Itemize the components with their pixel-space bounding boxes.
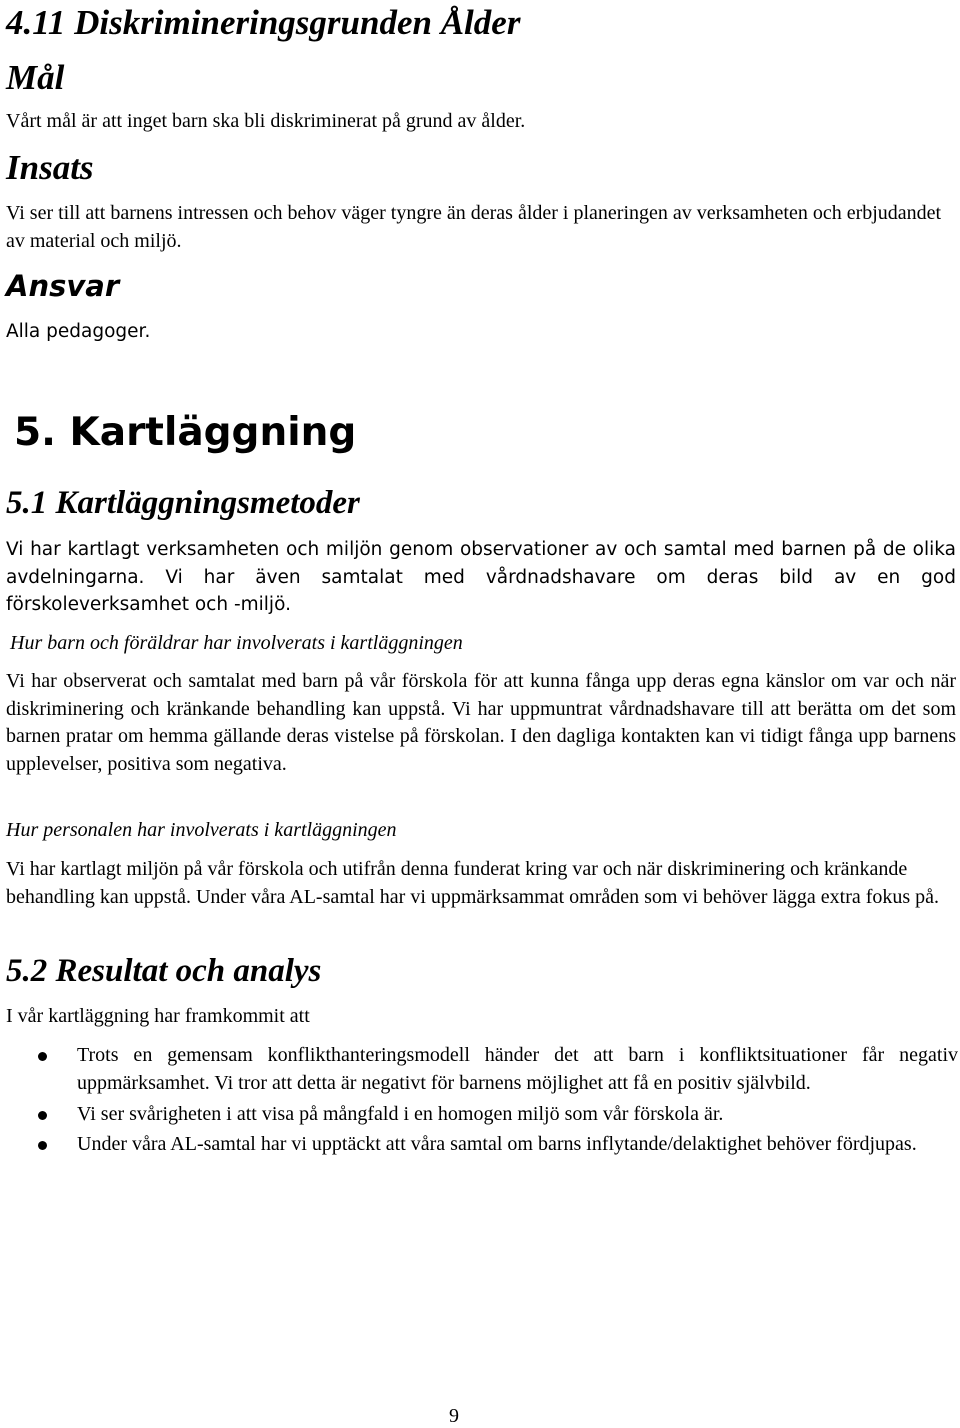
methods-heading: 5.1 Kartläggningsmetoder: [6, 485, 360, 521]
bullet-icon: [38, 1052, 47, 1061]
list-item: [0, 1131, 958, 1159]
bullet-icon: [38, 1141, 47, 1150]
methods-text: Vi har kartlagt verksamheten och miljön genom observationer av och samtal med barnen på de olika avdelningarna. Vi har även samtalat med vårdnadshavare om deras bild av en god förskoleverksamhet och -miljö.: [6, 539, 956, 615]
list-item-text: Under våra AL-samtal har vi upptäckt att våra samtal om barns inflytande/delaktighet behöver fördjupas.: [77, 1132, 917, 1155]
mapping-heading: 5. Kartläggning: [14, 410, 357, 455]
list-item: [0, 1042, 958, 1097]
page-number: 9: [449, 1405, 459, 1427]
goal-text: Vårt mål är att inget barn ska bli diskriminerat på grund av ålder.: [6, 110, 526, 132]
action-heading: Insats: [6, 148, 94, 187]
list-item-text: Trots en gemensam konflikthanteringsmodell händer det att barn i konfliktsituationer får negativ uppmärksamhet. Vi tror att detta är negativt för barnens möjlighet att få en positiv självbild.: [77, 1044, 958, 1094]
results-intro: I vår kartläggning har framkommit att: [6, 1005, 310, 1027]
list-item-text: Vi ser svårigheten i att visa på mångfald i en homogen miljö som vår förskola är.: [77, 1103, 724, 1125]
responsibility-text: Alla pedagoger.: [6, 321, 151, 342]
list-item: [0, 1101, 958, 1129]
children-parents-text: Vi har observerat och samtalat med barn på vår förskola för att kunna fånga upp deras egna känslor om var och när diskriminering och kränkande behandling kan uppstå. Vi har uppmuntrat vårdnadshavare till att berätta om det som barnen pratar om hemma gällande deras vistelse på förskolan. I den dagliga kontakten kan vi tidigt fånga upp barnens upplevelser, positiva som negativa.: [6, 670, 956, 775]
results-list: [0, 1042, 958, 1158]
staff-text: Vi har kartlagt miljön på vår förskola och utifrån denna funderat kring var och när diskriminering och kränkande behandling kan uppstå. Under våra AL-samtal har vi uppmärksammat områden som vi behöver lägga extra fokus på.: [6, 858, 940, 908]
action-text: Vi ser till att barnens intressen och behov väger tyngre än deras ålder i planeringen av verksamheten och erbjudandet av material och miljö.: [6, 202, 942, 252]
responsibility-heading: Ansvar: [6, 269, 120, 303]
staff-subheading: Hur personalen har involverats i kartläggningen: [6, 819, 397, 841]
children-parents-subheading: Hur barn och föräldrar har involverats i kartläggningen: [10, 632, 463, 654]
bullet-icon: [38, 1111, 47, 1120]
results-heading: 5.2 Resultat och analys: [6, 953, 322, 989]
section-heading-age: 4.11 Diskrimineringsgrunden Ålder: [6, 3, 521, 42]
goal-heading: Mål: [6, 58, 65, 97]
